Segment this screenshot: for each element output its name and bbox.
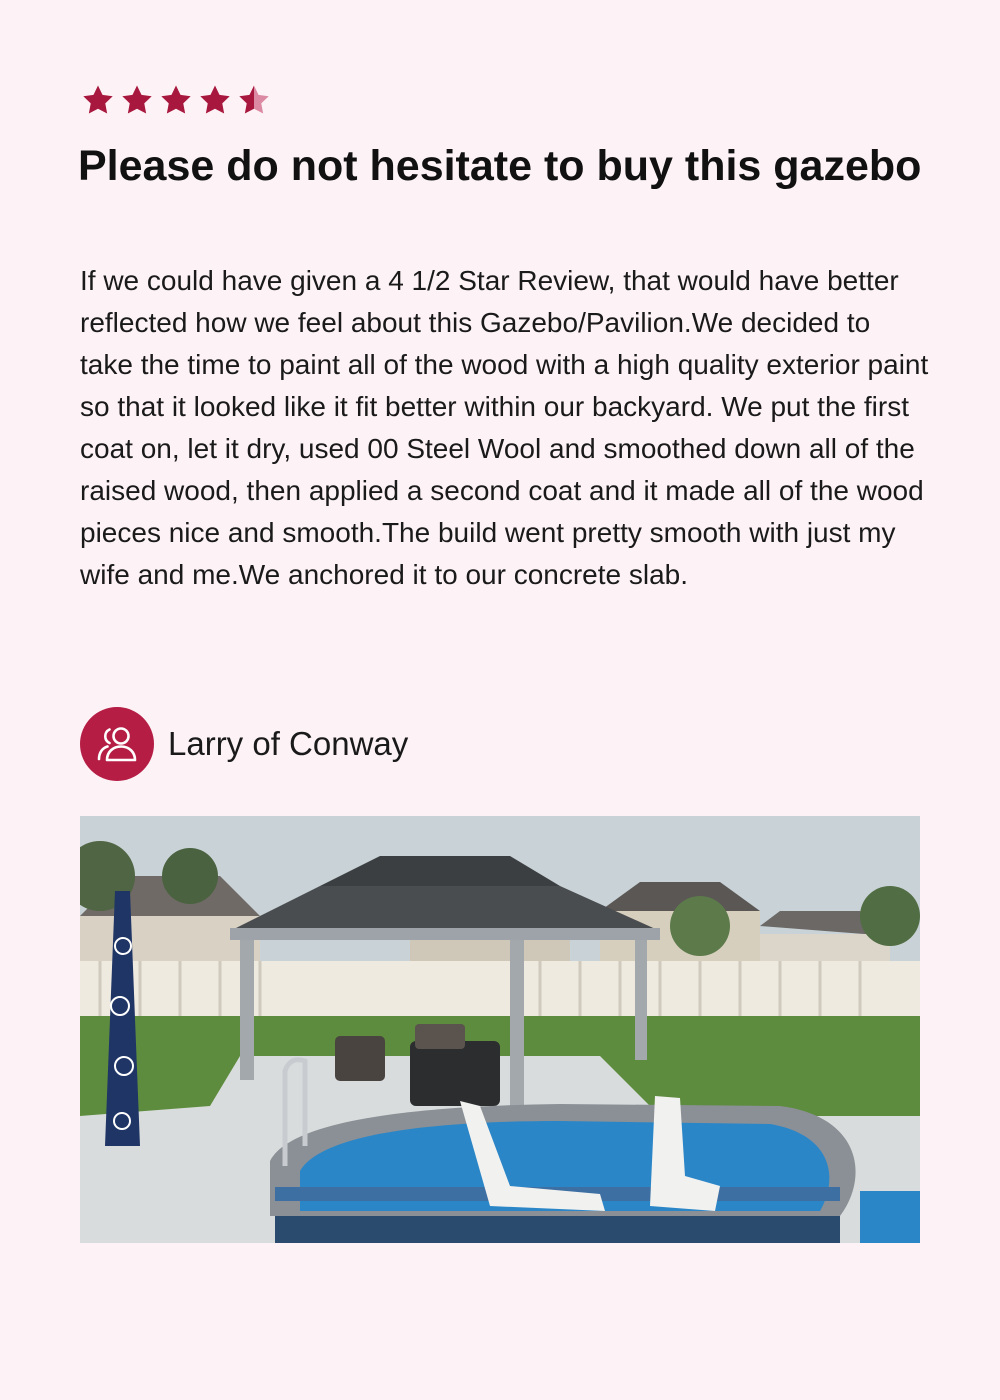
gazebo-poolside-photo	[80, 816, 920, 1243]
review-body: If we could have given a 4 1/2 Star Review, that would have better reflected how we feel about this Gazebo/Pavilion.We decided to take the time to paint all of the wood with a high quality exterior paint so that it looked like it fit better within our backyard. We put the first coat on, let it dry, used 00 Steel Wool and smoothed down all of the raised wood, then applied a second coat and it made all of the wood pieces nice and smooth.The build went pretty smooth with just my wife and me.We anchored it to our concrete slab.	[80, 265, 929, 590]
half-star-icon	[236, 84, 272, 116]
review-title: Please do not hesitate to buy this gazebo	[78, 142, 922, 190]
author-name: Larry of Conway	[168, 725, 409, 762]
users-icon	[95, 724, 139, 764]
star-rating	[80, 84, 272, 116]
star-icon	[80, 84, 116, 116]
avatar	[80, 707, 154, 781]
star-icon	[197, 84, 233, 116]
review-author	[80, 707, 408, 781]
star-icon	[119, 84, 155, 116]
star-icon	[158, 84, 194, 116]
gazebo-photo	[80, 816, 920, 1243]
